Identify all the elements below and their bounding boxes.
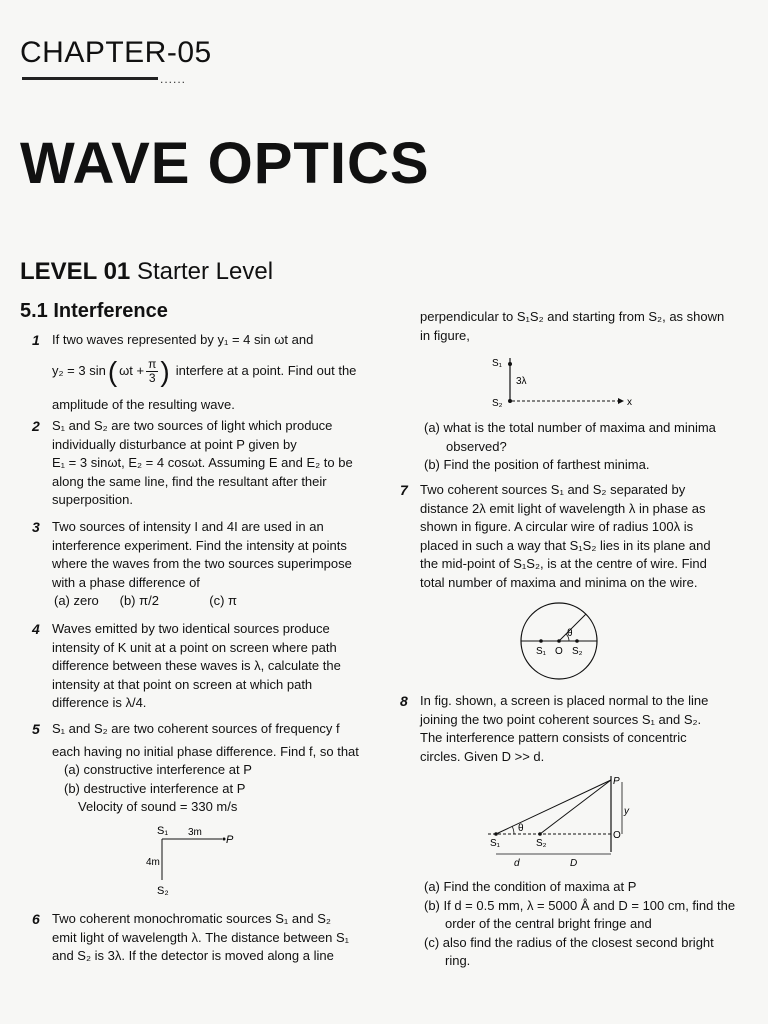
question-3 <box>32 518 402 611</box>
question-line: each having no initial phase difference. Find f, so that <box>52 743 359 759</box>
question-1 <box>32 331 402 414</box>
question-line <box>52 355 402 387</box>
question-line: in figure, <box>420 327 470 343</box>
chapter-dots: ...... <box>160 72 187 86</box>
source-s1 <box>508 362 512 366</box>
question-line: E₁ = 3 sinωt, E₂ = 4 cosωt. Assuming E and E₂ to be <box>52 455 353 470</box>
question-6 <box>32 910 402 966</box>
s1-label: S₁ <box>492 358 503 369</box>
s1-label: S₁ <box>536 646 547 657</box>
question-line: individually disturbance at point P given by <box>52 436 297 452</box>
question-line: perpendicular to S₁S₂ and starting from S₂, as shown <box>420 309 725 324</box>
distance-label-4m: 4m <box>146 857 160 868</box>
s2-label: S₂ <box>157 885 169 897</box>
s2-label: S₂ <box>572 646 583 657</box>
point-p <box>223 838 226 841</box>
source-s1 <box>494 832 498 836</box>
separation-label: 3λ <box>516 376 527 387</box>
sub-question: (b) destructive interference at P <box>64 780 246 796</box>
option-row <box>52 592 402 611</box>
q5-figure <box>140 822 250 902</box>
question-number: 5 <box>32 721 40 737</box>
question-line: total number of maxima and minima on the wire. <box>420 574 698 590</box>
question-line: S₁ and S₂ are two coherent sources of frequency f <box>52 721 340 736</box>
question-6-subparts <box>424 419 754 475</box>
equation-part: y₂ = 3 sin <box>52 363 106 379</box>
fraction-denominator: 3 <box>148 371 156 385</box>
p-label: P <box>226 834 234 846</box>
equation-part: interfere at a point. Find out the <box>175 363 357 379</box>
question-line: Waves emitted by two identical sources produce <box>52 621 330 636</box>
question-line: difference between these waves is λ, calculate the <box>52 658 341 673</box>
question-number: 1 <box>32 332 40 348</box>
question-line: the mid-point of S₁S₂, is at the centre of wire. Find <box>420 556 707 571</box>
question-line: emit light of wavelength λ. The distance between S₁ <box>52 929 350 945</box>
sub-question: (b) If d = 0.5 mm, λ = 5000 Å and D = 100 cm, find the <box>424 897 736 913</box>
distance-label-3m: 3m <box>188 827 202 838</box>
section-heading: 5.1 Interference <box>20 300 168 322</box>
level-number: LEVEL 01 <box>20 258 131 285</box>
arrow-head <box>618 398 624 404</box>
question-4 <box>32 620 402 713</box>
question-line: distance 2λ emit light of wavelength λ in phase as <box>420 500 706 516</box>
question-line: and S₂ is 3λ. If the detector is moved along a line <box>52 948 334 963</box>
question-line: superposition. <box>52 492 133 507</box>
sub-question: order of the central bright fringe and <box>445 916 652 931</box>
sub-question: (b) Find the position of farthest minima. <box>424 457 650 472</box>
paren-right: ) <box>160 355 170 387</box>
level-heading <box>20 258 273 286</box>
question-line: circles. Given D >> d. <box>420 748 545 764</box>
center-o <box>557 639 561 643</box>
s1-label: S₁ <box>157 825 169 837</box>
sub-question: (c) also find the radius of the closest second bright <box>424 934 714 950</box>
paren-left: ( <box>107 355 118 387</box>
o-label: O <box>613 830 621 841</box>
question-line: Two coherent sources S₁ and S₂ separated by <box>420 482 686 497</box>
sub-question: (a) what is the total number of maxima and minima <box>424 420 716 435</box>
p-label: P <box>613 776 620 787</box>
question-line: placed in such a way that S₁S₂ lies in its plane and <box>420 537 711 553</box>
question-line: The interference pattern consists of concentric <box>420 730 687 745</box>
question-number: 2 <box>32 418 40 434</box>
theta-label: θ <box>518 823 524 834</box>
question-line: shown in figure. A circular wire of radius 100λ is <box>420 519 694 534</box>
source-s2 <box>508 399 512 403</box>
ray-s1-p <box>496 780 611 834</box>
question-number: 8 <box>400 693 408 709</box>
question-2 <box>32 417 402 510</box>
fraction-numerator: π <box>148 357 157 371</box>
s2-label: S₂ <box>492 398 503 409</box>
y-label: y <box>624 806 629 817</box>
q7-figure <box>516 598 602 684</box>
page-title: WAVE OPTICS <box>20 131 430 196</box>
level-name: Starter Level <box>136 258 274 285</box>
source-s2 <box>575 639 579 643</box>
question-8-subparts <box>424 878 754 971</box>
option: (c) π <box>209 593 237 608</box>
sub-question: (a) constructive interference at P <box>64 762 252 777</box>
question-line: If two waves represented by y₁ = 4 sin ωt and <box>52 332 314 347</box>
q8-figure <box>484 770 634 870</box>
question-line: In fig. shown, a screen is placed normal to the line <box>420 693 709 708</box>
angle-arc <box>512 826 514 834</box>
question-6-continued <box>420 308 750 345</box>
question-line: interference experiment. Find the intensity at points <box>52 537 347 553</box>
question-number: 4 <box>32 621 40 637</box>
source-s2 <box>538 832 542 836</box>
ray-s2-p <box>540 780 611 834</box>
question-number: 6 <box>32 911 40 927</box>
question-line: S₁ and S₂ are two sources of light which produce <box>52 418 333 433</box>
sub-question: observed? <box>446 438 507 454</box>
chapter-underline <box>22 77 158 80</box>
chapter-label: CHAPTER-05 <box>20 36 212 69</box>
question-number: 7 <box>400 482 408 498</box>
question-line: Two sources of intensity I and 4I are used in an <box>52 519 324 534</box>
q6-figure <box>488 352 638 410</box>
s2-label: S₂ <box>536 838 547 849</box>
question-line: joining the two point coherent sources S₁ and S₂. <box>420 711 702 727</box>
option: (a) zero <box>54 593 99 608</box>
d-label: d <box>514 858 520 869</box>
question-line: along the same line, find the resultant after their <box>52 473 327 489</box>
x-axis-label: x <box>627 397 632 408</box>
D-label: D <box>570 858 578 869</box>
question-8 <box>400 692 768 766</box>
question-number: 3 <box>32 519 40 535</box>
option: (b) π/2 <box>119 593 159 608</box>
source-s1 <box>539 639 543 643</box>
question-7 <box>400 481 768 592</box>
s1-label: S₁ <box>490 838 501 849</box>
question-line: intensity at that point on screen at which path <box>52 676 313 692</box>
given-value: Velocity of sound = 330 m/s <box>78 799 238 814</box>
fraction <box>146 358 158 385</box>
o-label: O <box>555 646 563 657</box>
question-line: difference is λ/4. <box>52 695 147 710</box>
theta-label: θ <box>567 628 573 639</box>
question-line: where the waves from the two sources superimpose <box>52 556 352 571</box>
question-line: Two coherent monochromatic sources S₁ and S₂ <box>52 911 331 926</box>
question-line: amplitude of the resulting wave. <box>52 396 235 412</box>
sub-question: (a) Find the condition of maxima at P <box>424 879 637 894</box>
question-line: intensity of K unit at a point on screen where path <box>52 639 337 655</box>
sub-question: ring. <box>445 953 471 968</box>
question-5 <box>32 720 402 817</box>
question-line: with a phase difference of <box>52 574 200 590</box>
equation-part: ωt + <box>119 363 145 379</box>
